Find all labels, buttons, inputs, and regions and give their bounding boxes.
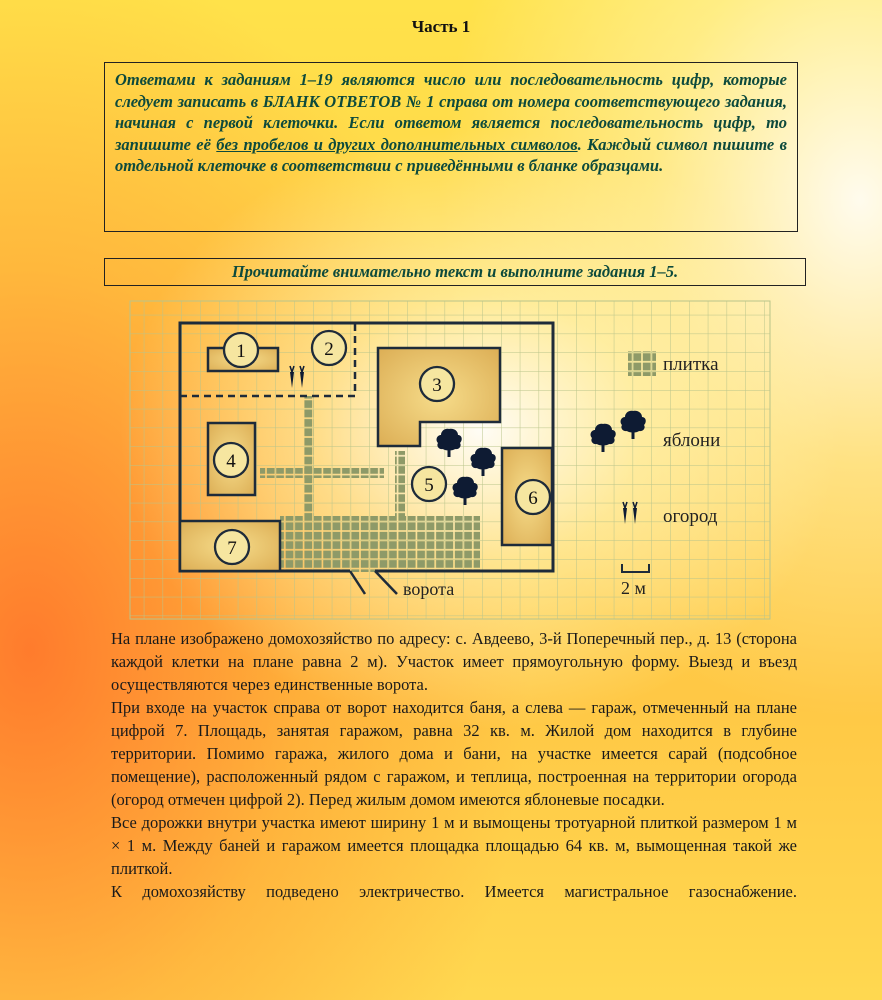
legend-trees-label: яблони bbox=[663, 430, 721, 451]
label-7: 7 bbox=[227, 538, 237, 559]
paragraph-3: Все дорожки внутри участка имеют ширину 1 м и вымощены тротуарной плиткой размером 1 м × 1 м. Между баней и гаражом имеется площадка площадью 64 кв. м, вымощенная такой же плиткой. bbox=[111, 813, 797, 878]
legend-garden-label: огород bbox=[663, 506, 718, 527]
instructions-text bbox=[115, 69, 787, 177]
page-title: Часть 1 bbox=[411, 17, 471, 36]
read-prompt: Прочитайте внимательно текст и выполните задания 1–5. bbox=[104, 258, 806, 286]
legend-tile-label: плитка bbox=[663, 354, 719, 375]
label-5: 5 bbox=[424, 475, 434, 496]
label-6: 6 bbox=[528, 488, 538, 509]
label-4: 4 bbox=[226, 451, 236, 472]
gate-label: ворота bbox=[403, 579, 455, 599]
plan-diagram bbox=[125, 296, 775, 624]
label-3: 3 bbox=[432, 375, 442, 396]
instructions-box bbox=[104, 62, 798, 232]
scale-label: 2 м bbox=[621, 578, 646, 598]
instructions-part2: . Каждый символ пишите в отдельной клеточке в соответствии с приведёнными в бланке образцами. bbox=[115, 134, 787, 175]
paragraph-4: К домохозяйству подведено электричество. Имеется магистральное газоснабжение. bbox=[111, 882, 797, 901]
instructions-underlined: без пробелов и других дополнительных символов bbox=[216, 134, 578, 154]
body-text bbox=[111, 627, 797, 903]
paragraph-1: На плане изображено домохозяйство по адресу: с. Авдеево, 3-й Поперечный пер., д. 13 (сторона каждой клетки на плане равна 2 м). Участок имеет прямоугольную форму. Выезд и въезд осуществляются через единственные ворота. bbox=[111, 629, 797, 694]
paragraph-2: При входе на участок справа от ворот находится баня, а слева — гараж, отмеченный на плане цифрой 7. Площадь, занятая гаражом, равна 32 кв. м. Жилой дом находится в глубине территории. Помимо гаража, жилого дома и бани, на участке имеется сарай (подсобное помещение), расположенный рядом с гаражом, и теплица, построенная на территории огорода (огород отмечен цифрой 2). Перед жилым домом имеются яблоневые посадки. bbox=[111, 698, 797, 809]
label-1: 1 bbox=[236, 341, 246, 362]
label-2: 2 bbox=[324, 339, 334, 360]
tile-icon bbox=[628, 351, 656, 376]
instructions-part1: Ответами к заданиям 1–19 являются число или последовательность цифр, которые следует записать в БЛАНК ОТВЕТОВ № 1 справа от номера соответствующего задания, начиная с первой клеточки. Если ответом является последовательность цифр, то запишите её bbox=[115, 70, 787, 154]
